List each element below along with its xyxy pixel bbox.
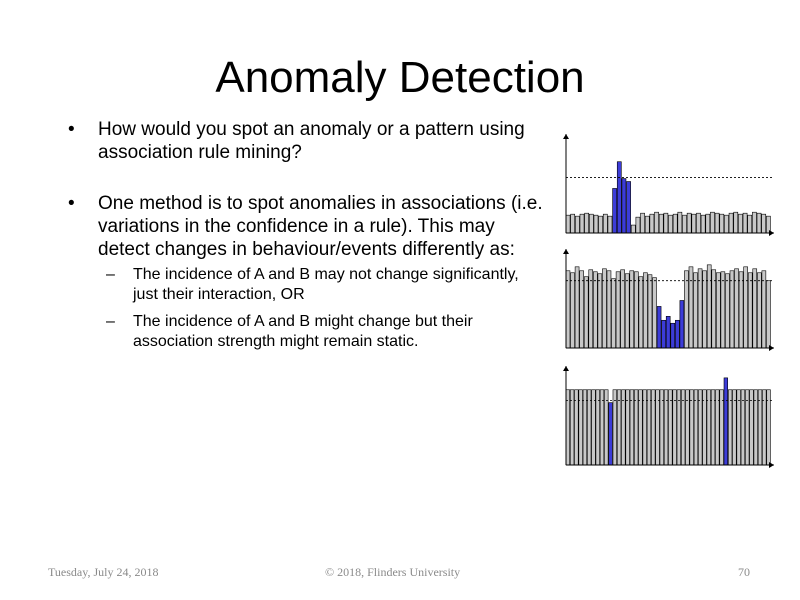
bar [664, 213, 668, 233]
x-axis-arrow [769, 345, 774, 351]
bar [762, 214, 766, 233]
bar [571, 214, 575, 233]
bar [696, 213, 700, 233]
anomaly-bar [724, 378, 728, 465]
bullet-item [66, 192, 546, 352]
bullet-text: One method is to spot anomalies in associations (i.e. variations in the confidence in a rule). This may detect changes in behaviour/events differently as: [98, 193, 543, 260]
bar [589, 214, 593, 233]
bar [730, 271, 734, 348]
bar [766, 281, 770, 348]
sub-bullet-text: The incidence of A and B might change but their association strength might remain static. [133, 313, 473, 350]
bar [673, 214, 677, 233]
bar [585, 213, 589, 233]
anomaly-bar [609, 403, 613, 465]
chart-confidence-spike [558, 128, 780, 238]
bar [639, 277, 643, 348]
y-axis-arrow [563, 134, 569, 139]
bar [725, 274, 729, 348]
chart-confidence-dip [558, 243, 780, 353]
anomaly-bar [662, 320, 666, 348]
anomaly-bar [617, 162, 621, 233]
bar [599, 216, 603, 233]
bar [608, 216, 612, 233]
bar [757, 273, 761, 348]
y-axis-arrow [563, 366, 569, 371]
anomaly-bar [627, 182, 631, 233]
bar [682, 215, 686, 233]
bar [631, 225, 635, 233]
bar [712, 270, 716, 348]
bar [571, 273, 575, 348]
bar [566, 271, 570, 348]
bar [734, 212, 738, 233]
bar [641, 213, 645, 233]
bar [598, 274, 602, 348]
bar [594, 215, 598, 233]
footer-date: Tuesday, July 24, 2018 [48, 565, 159, 579]
bar [584, 277, 588, 348]
anomaly-bar [622, 179, 626, 233]
bar [607, 271, 611, 348]
bar [689, 267, 693, 348]
bar [653, 278, 657, 348]
bullet-list [66, 118, 546, 380]
footer-copyright: © 2018, Flinders University [325, 565, 461, 579]
bar [625, 274, 629, 348]
bar [724, 215, 728, 233]
anomaly-bar [671, 323, 675, 348]
bar [580, 214, 584, 233]
sub-bullet-item [98, 312, 546, 352]
bar [648, 275, 652, 348]
bullet-text: How would you spot an anomaly or a pattern using association rule mining? [98, 119, 525, 163]
bar [716, 273, 720, 348]
bar [603, 214, 607, 233]
bar [687, 213, 691, 233]
sub-bullet-list [98, 265, 546, 352]
bar [701, 215, 705, 233]
bar [762, 271, 766, 348]
bar [580, 271, 584, 348]
bar [748, 215, 752, 233]
bar [636, 217, 640, 233]
bar [612, 279, 616, 348]
sub-bullet-text: The incidence of A and B may not change significantly, just their interaction, OR [133, 266, 519, 303]
anomaly-bar [613, 188, 617, 233]
bar [729, 213, 733, 233]
bar [575, 267, 579, 348]
bar [692, 214, 696, 233]
bar [703, 271, 707, 348]
bar [748, 273, 752, 348]
bar [566, 215, 570, 233]
anomaly-bar [657, 306, 661, 348]
bar [694, 273, 698, 348]
bar [720, 214, 724, 233]
sub-bullet-item [98, 265, 546, 305]
anomaly-bar [675, 320, 679, 348]
bar [655, 212, 659, 233]
footer-page-number: 70 [738, 565, 750, 579]
chart-isolated-changes [558, 360, 780, 470]
bullet-item [66, 118, 546, 164]
bar [744, 267, 748, 348]
bar [645, 216, 649, 233]
y-axis-arrow [563, 249, 569, 254]
bar [706, 214, 710, 233]
bar [575, 216, 579, 233]
bar [650, 214, 654, 233]
bar [659, 214, 663, 233]
bar [715, 213, 719, 233]
bar [757, 213, 761, 233]
bar [616, 272, 620, 348]
bar [589, 270, 593, 348]
bar [621, 270, 625, 348]
bar [752, 212, 756, 233]
bar [643, 273, 647, 348]
bar [634, 272, 638, 348]
x-axis-arrow [769, 462, 774, 468]
bar [710, 212, 714, 233]
anomaly-bar [680, 300, 684, 348]
bar [721, 272, 725, 348]
bar [593, 272, 597, 348]
anomaly-bar [666, 316, 670, 348]
bar [630, 271, 634, 348]
bar [707, 265, 711, 348]
bar [739, 272, 743, 348]
bar [678, 212, 682, 233]
slide-title: Anomaly Detection [215, 53, 585, 102]
x-axis-arrow [769, 230, 774, 236]
bar [684, 271, 688, 348]
bar [743, 213, 747, 233]
bar [738, 214, 742, 233]
bar [669, 215, 673, 233]
